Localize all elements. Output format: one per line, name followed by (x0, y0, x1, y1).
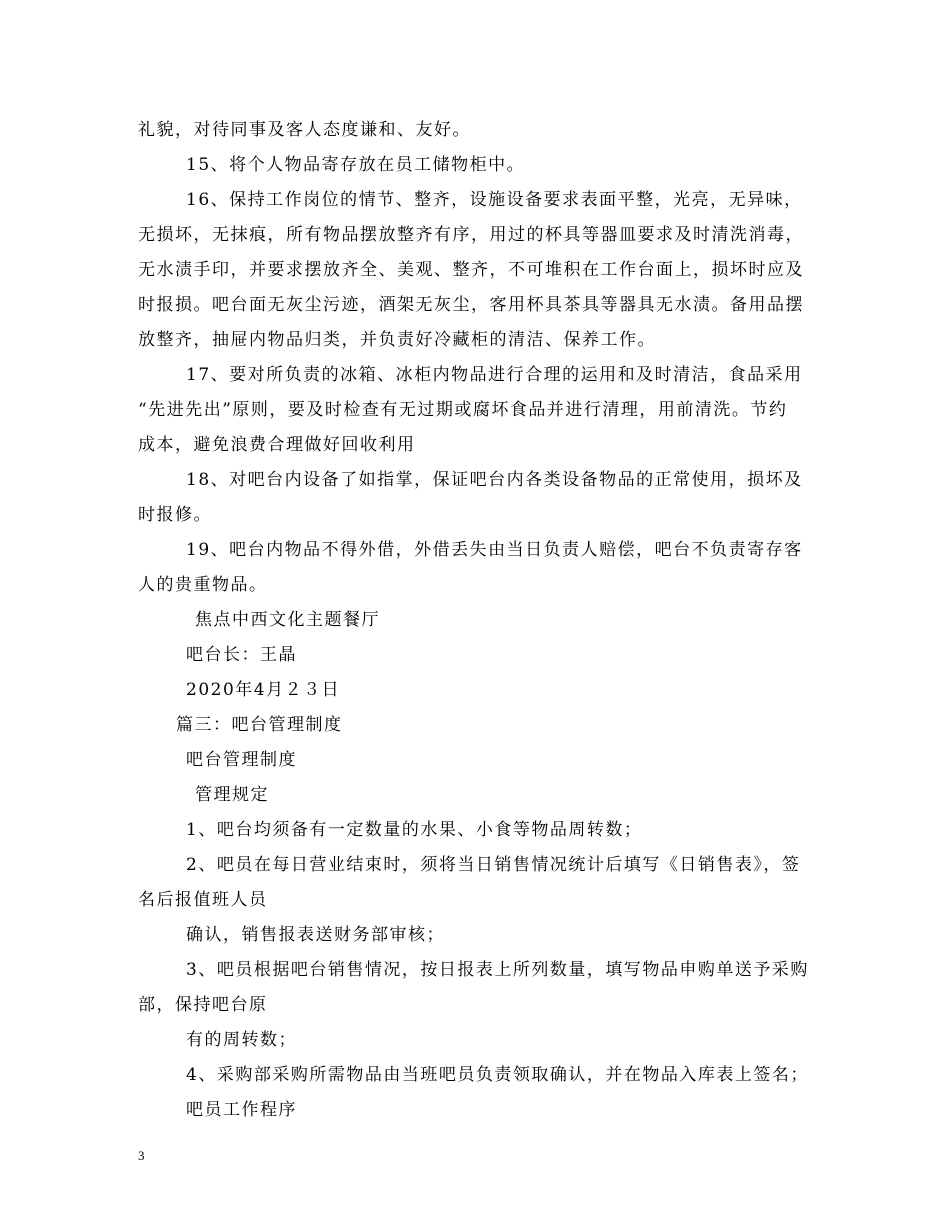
text-line: 无水渍手印，并要求摆放齐全、美观、整齐，不可堆积在工作台面上，损坏时应及 (138, 260, 804, 280)
text-line: 礼貌，对待同事及客人态度谦和、友好。 (138, 120, 471, 140)
text-line: 时报修。 (138, 505, 212, 525)
text-line: 16、保持工作岗位的情节、整齐，设施设备要求表面平整，光亮，无异味， (186, 190, 803, 210)
page-number: 3 (138, 1148, 145, 1163)
section-heading: 篇三：吧台管理制度 (176, 715, 343, 735)
signatory: 吧台长：王晶 (186, 645, 297, 665)
subsection-title: 吧员工作程序 (186, 1100, 297, 1120)
text-line: 部，保持吧台原 (138, 995, 268, 1015)
text-line: 名后报值班人员 (138, 890, 268, 910)
restaurant-name: 焦点中西文化主题餐厅 (195, 610, 380, 630)
text-line: 18、对吧台内设备了如指掌，保证吧台内各类设备物品的正常使用，损坏及 (186, 470, 803, 490)
text-line: 有的周转数； (186, 1030, 297, 1050)
text-line: “先进先出”原则，要及时检查有无过期或腐坏食品并进行清理，用前清洗。节约 (138, 400, 788, 420)
text-line: 确认，销售报表送财务部审核； (186, 925, 445, 945)
text-line: 4、采购部采购所需物品由当班吧员负责领取确认，并在物品入库表上签名； (186, 1065, 809, 1085)
text-line: 17、要对所负责的冰箱、冰柜内物品进行合理的运用和及时清洁，食品采用 (186, 365, 803, 385)
text-line: 成本，避免浪费合理做好回收利用 (138, 435, 416, 455)
text-line: 人的贵重物品。 (138, 575, 268, 595)
text-line: 15、将个人物品寄存放在员工储物柜中。 (186, 155, 526, 175)
text-line: 时报损。吧台面无灰尘污迹，酒架无灰尘，客用杯具茶具等器具无水渍。备用品摆 (138, 295, 804, 315)
subsection-title: 管理规定 (195, 785, 269, 805)
text-line: 1、吧台均须备有一定数量的水果、小食等物品周转数； (186, 820, 643, 840)
text-line: 无损坏，无抹痕，所有物品摆放整齐有序，用过的杯具等器皿要求及时清洗消毒， (138, 225, 804, 245)
text-line: 3、吧员根据吧台销售情况，按日报表上所列数量，填写物品申购单送予采购 (186, 960, 809, 980)
text-line: 放整齐，抽屉内物品归类，并负责好冷藏柜的清洁、保养工作。 (138, 330, 656, 350)
text-line: 19、吧台内物品不得外借，外借丢失由当日负责人赔偿，吧台不负责寄存客 (186, 540, 803, 560)
section-title: 吧台管理制度 (186, 750, 297, 770)
date-line: 2020年4月２３日 (186, 680, 341, 700)
text-line: 2、吧员在每日营业结束时，须将当日销售情况统计后填写《日销售表》，签 (186, 855, 801, 875)
